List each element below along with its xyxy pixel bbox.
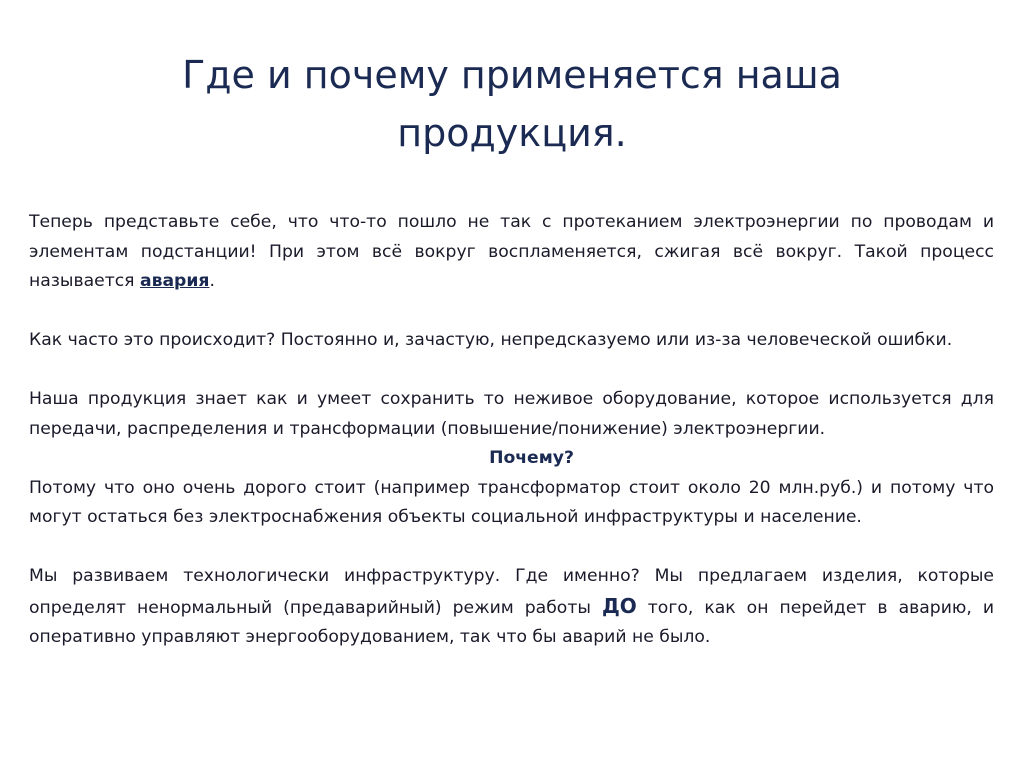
why-heading: Почему? — [489, 448, 574, 468]
slide-title-line-1: Где и почему применяется наша — [182, 53, 842, 97]
slide-body — [29, 208, 994, 653]
paragraph-infrastructure-end: того, как он перейдет в аварию, и оперативно управляют энергооборудованием, так что бы аварий не было. — [29, 597, 994, 647]
paragraph-accident-text: Теперь представьте себе, что что-то пошло не так с протеканием электроэнергии по проводам и элементам подстанции! При этом всё вокруг воспламеняется, сжигая всё вокруг. Такой процесс называется — [29, 212, 994, 291]
paragraph-cost: Потому что оно очень дорого стоит (например трансформатор стоит около 20 млн.руб.) и потому что могут остаться без электроснабжения объекты социальной инфраструктуры и население. — [29, 477, 994, 527]
paragraph-infrastructure — [29, 562, 994, 653]
paragraph-product: Наша продукция знает как и умеет сохранить то неживое оборудование, которое используется для передачи, распределения и трансформации (повышение/понижение) электроэнергии. — [29, 389, 994, 439]
paragraph-frequency: Как часто это происходит? Постоянно и, зачастую, непредсказуемо или из-за человеческой ошибки. — [29, 330, 953, 350]
paragraph-accident-end: . — [209, 271, 215, 291]
before-emphasis: ДО — [601, 593, 637, 618]
paragraph-infrastructure-text: Мы развиваем технологически инфраструктуру. Где именно? Мы предлагаем изделия, которые определят ненормальный (предаварийный) режим работы — [29, 566, 994, 618]
accident-term: авария — [139, 271, 210, 291]
paragraph-accident — [29, 208, 994, 297]
slide-title-line-2: продукция. — [397, 111, 627, 155]
slide-title — [112, 46, 912, 162]
